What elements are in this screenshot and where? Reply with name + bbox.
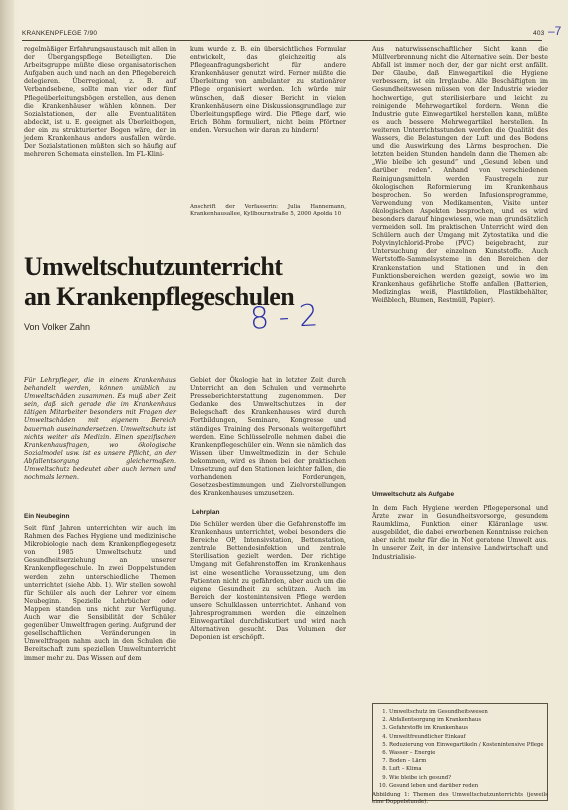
article-intro: Für Lehrpfleger, die in einem Krankenhaus behandelt werden, können unüblich zu Umweltschäden zusammen. Es muß aber Zeit sein, daß sich gerade die im Krankenhaus tätigen Mitarbeiter besonders mit Fragen der Umweltschäden mit eigenem Bereich bauernah auseinandersetzen. Umweltschutz ist nichts weiter als Medizin. Einen spezifischen Krankenhausfragen, wo ökologische Sozialmodel usw. ist es unsere Pflicht, an der Abfallentsorgung gleichermaßen. Umweltschutz bedeutet aber auch lernen und nochmals lernen. xyxy=(24,377,176,482)
topic-item: 10. Gesund leben und darüber reden xyxy=(389,782,547,790)
col3-body-text: In dem Fach Hygiene werden Pflegepersonal und Ärzte zwar in Gesundheitsvorsorge, gesundem Raumklima, Funktion einer Kläranlage usw. ausgebildet, die dabei erworbenen Kenntnisse reichen aber nicht mehr für die in Not geratene Umwelt aus. In unserer Zeit, in der intensive Landwirtschaft und Industrialisie- xyxy=(372,505,548,561)
figure-caption: Abbildung 1: Themen des Umweltschutzunterrichts (jeweils eine Doppelstunde). xyxy=(372,792,548,805)
section-heading-neubeginn: Ein Neubeginn xyxy=(24,513,70,520)
col3-top-text: Aus naturwissenschaftlicher Sicht kann die Müllverbrennung nicht die Alternative sein. Der beste Abfall ist immer noch der, der gar nicht erst anfällt. Der Glaube, daß Einwegartikel die Hygiene verbessern, ist ein Irrglaube. Alle Beschäftigten im Gesundheitswesen müssen von der Industrie wieder hochwertige, gut sterilisierbare und leicht zu reinigende Mehrwegartikel fordern. Wenn die Industrie gute Einwegartikel herstellen kann, müßte es auch bessere Mehrwegartikel herstellen. In weiteren Unterrichtsstunden werden die Qualität des Wassers, die Belastungen der Luft und des Bodens und die Auswirkung des Lärms besprochen. Die letzten beiden Stunden handeln dann die Themen ab: „Wie bleibe ich gesund“ und „Gesund leben und darüber reden“. Anhand von verschiedenen Reinigungsmitteln werden Faustregeln zur ökologischen Reformierung im Krankenhaus besprochen. So werden Infusionsprogramme, Verwendung von Medikamenten, Visite unter ökologischen Aspekten besprochen, und es wird besonders darauf hingewiesen, wie man grundsätzlich vermeiden soll. Im praktischen Unterricht wird den Schülern auch der Umgang mit Zytostatika und die Polyvinylchlorid-Probe (PVC) beigebracht, zur Untersuchung der einzelnen Kunststoffe. Auch Wertstoffe-Sammelsysteme in den Bereichen der Krankenstation und Stationen und in den Funktionsbereichen werden gezeigt, sowie wo im Krankenhaus gefährliche Stoffe anfallen (Batterien, Medizinglas weiß, Plastikfolien, Plastikbehälter, Weißblech, Blumen, Restmüll, Papier). xyxy=(372,46,548,304)
running-header: KRANKENPFLEGE 7/90 xyxy=(22,30,98,37)
section-heading-aufgabe: Umweltschutz als Aufgabe xyxy=(372,491,455,498)
topic-item: 8. Luft – Klima xyxy=(389,765,547,773)
topic-item: 9. Wie bleibe ich gesund? xyxy=(389,774,547,782)
topic-item: 3. Gefahrstoffe im Krankenhaus xyxy=(389,724,547,732)
topics-list xyxy=(373,708,547,790)
topic-item: 5. Reduzierung von Einwegartikeln / Kostenintensive Pflege xyxy=(389,741,547,749)
topic-item: 1. Umweltschutz im Gesundheitswesen xyxy=(389,708,547,716)
page-number: 403 xyxy=(533,30,545,37)
topic-item: 4. Umweltfreundlicher Einkauf xyxy=(389,733,547,741)
topic-item: 7. Boden – Lärm xyxy=(389,757,547,765)
col1-continued-text: regelmäßiger Erfahrungsaustausch mit allen in der Übergangspflege Beteiligten. Die Arbeitsgruppe müßte diese organisatorischen Aufgaben auch und nach an den Pflegebereich delegieren. Überregional, z. B. auf Verbandsebene, sollte man vier oder fünf Pflegeüberleitungsbögen erstellen, aus denen die Krankenhäuser wählen können. Der Sozialstationen, der alle Eventualitäten abdeckt, ist u. E. geeignet als Überleitbogen, der ein zu strukturierter Bogen wäre, der in jedem Krankenhaus anders ausfallen würde. Der Sozialstationen müßten sich so häufig auf mehreren Schemata einstellen. Im FL-Klini- xyxy=(24,46,176,159)
author-byline: Von Volker Zahn xyxy=(24,322,91,332)
col2-body-text: Gebiet der Ökologie hat in letzter Zeit durch Unterricht an den Schulen und vermehrte Presseberichterstattung zugenommen. Der Gedanke des Umweltschutzes in der Belegschaft des Krankenhauses wird durch Fortbildungen, Seminare, Kongresse und ständiges Training des Personals weitergeführt werden. Eine Schlüsselrolle nehmen dabei die Krankenpflegeschüler ein. Wenn sie nämlich das Wissen über Umweltmedizin in der Schule bekommen, wird es ihnen bei der praktischen Umsetzung auf den Stationen leichter fallen, die vorhandenen Forderungen, Gesetzesbestimmungen und Zielvorstellungen des Krankenhauses umzusetzen. xyxy=(190,377,346,498)
handwritten-note: 8 - 2 xyxy=(249,298,319,337)
title-line-2: an Krankenpflegeschulen xyxy=(24,282,295,311)
topics-table xyxy=(372,703,548,801)
topic-item: 6. Wasser – Energie xyxy=(389,749,547,757)
binding-shadow xyxy=(0,0,14,810)
handwritten-page-mark: –7 xyxy=(548,24,562,38)
section-heading-lehrplan: Lehrplan xyxy=(192,509,220,516)
header-rule xyxy=(22,40,542,41)
topic-item: 2. Abfallentsorgung im Krankenhaus xyxy=(389,716,547,724)
col2-continued-text: kum wurde z. B. ein übersichtliches Formular entwickelt, das gleichzeitig als Pflegeanfragungsbericht für andere Krankenhäuser genutzt wird. Ferner müßte die Überleitung von ambulanter zu stationärer Pflege organisiert werden. Ich würde mir wünschen, daß dieser Bericht in vielen Krankenhäusern eine Diskussionsgrundlage zur Überleitungspflege wird. Die Pflege darf, wie Erich Böhm formuliert, nicht beim Pförtner enden. Versuchen wir daran zu hindern! xyxy=(190,46,346,134)
author-address: Anschrift der Verfasserin: Julia Hannemann, Krankenhausallee, Kyllbournstraße 5, 2000 Apolda 10 xyxy=(190,204,346,217)
col1-body-text: Seit fünf Jahren unterrichten wir auch im Rahmen des Faches Hygiene und medizinische Mikrobiologie nach dem Krankenpflegegesetz von 1985 Umweltschutz und Gesundheitserziehung an unserer Krankenpflegeschule. In zwei Doppelstunden werden zehn unterschiedliche Themen unterrichtet (siehe Abb. 1). Wir stellen sowohl für Schüler als auch der Lehrer vor einem Neubeginn. Spezielle Lehrbücher oder Mappen standen uns nicht zur Verfügung. Auch war die Sensibilität der Schüler gegenüber Umweltfragen gering. Aufgrund der gesellschaftlichen Veränderungen in Umweltfragen nahm auch in den Schulen die Bereitschaft zum speziellen Umweltunterricht immer mehr zu. Das Wissen auf dem xyxy=(24,525,176,662)
col2-lehrplan-text: Die Schüler werden über die Gefahrenstoffe im Krankenhaus unterrichtet, wobei besonders die Bereiche OP, Intensivstation, Bettenstation, zentrale Bettendesinfektion und zentrale Sterilisation gezielt werden. Der richtige Umgang mit Gefahrenstoffen im Krankenhaus ist eine wesentliche Voraussetzung, um den Patienten nicht zu gefährden, aber auch um die eigene Gesundheit zu schützen. Auch im Bereich der kostenintensiven Pflege werden unsere Schulklassen unterrichtet. Anhand von Jahresprogrammen werden die einzelnen Einwegartikel durchdiskutiert und wird nach Alternativen gesucht. Das Volumen der Deponien ist erschöpft. xyxy=(190,521,346,642)
title-line-1: Umweltschutzunterricht xyxy=(24,252,283,281)
